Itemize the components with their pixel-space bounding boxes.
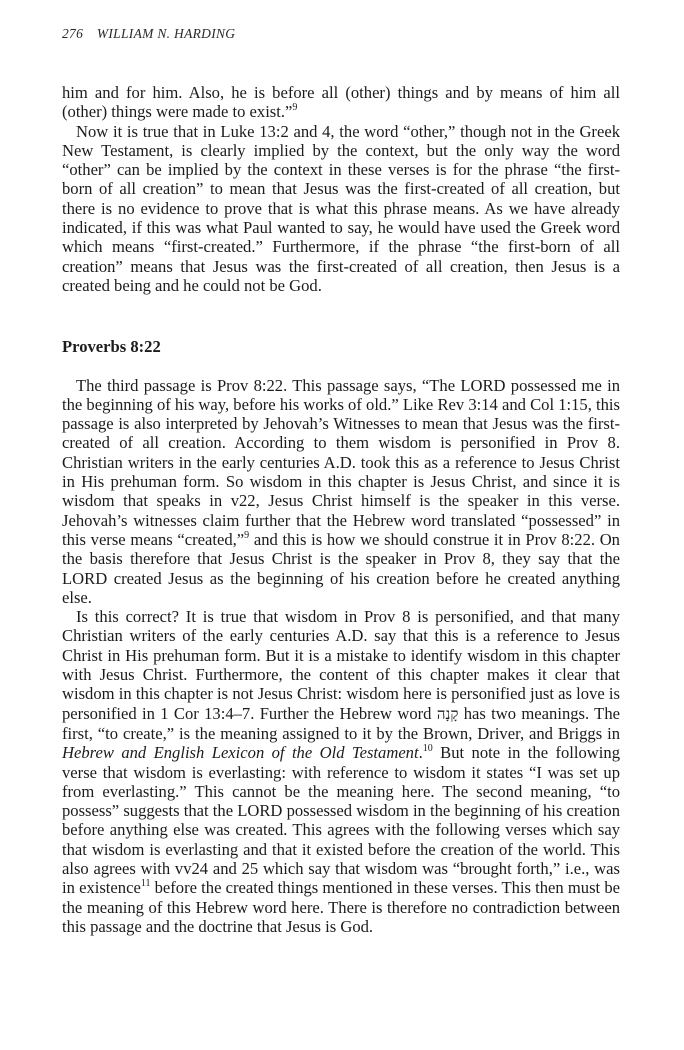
footnote-marker: 10	[422, 743, 433, 755]
paragraph-4: Is this correct? It is true that wisdom in Prov 8 is personified, and that many Christian writers of the early centuries A.D. say that this is a reference to Jesus Christ in His prehuman form. But it is a mistake to identify wisdom in this chapter with Jesus Christ. Furthermore, the content of this chapter makes it clear that wisdom in this chapter is not Jesus Christ: wisdom here is personified just as love is personified in 1 Cor 13:4–7. Further the Hebrew word קָנָה has two meanings. The first, “to create,” is the meaning assigned to it by the Brown, Driver, and Briggs in Hebrew and English Lexicon of the Old Testament.$^{10}$ But note in the following verse that wisdom is everlasting: with reference to wisdom it states “I was set up from everlasting.” This cannot be the meaning here. The second meaning, “to possess” suggests that the LORD possessed wisdom in the beginning of his creation before anything else was created. This agrees with the following verses which say that wisdom is everlasting and that it existed before the creation of the world. This also agrees with vv24 and 25 which say that wisdom was “brought forth,” i.e., was in existence$^{11}$ before the created things mentioned in these verses. This then must be the meaning of this Hebrew word here. There is therefore no contradiction between this passage and the doctrine that Jesus is God.	[62, 607, 620, 936]
paragraph-3: The third passage is Prov 8:22. This passage says, “The LORD possessed me in the beginning of his way, before his works of old.” Like Rev 3:14 and Col 1:15, this passage is also interpreted by Jehovah’s Witnesses to mean that Jesus was the first-created of all creation. According to them wisdom is personified in Prov 8. Christian writers in the early centuries A.D. took this as a reference to Jesus Christ in His prehuman form. So wisdom in this chapter is Jesus Christ, and since it is wisdom that speaks in v22, Jesus Christ himself is the speaker in this verse. Jehovah’s witnesses claim further that the Hebrew word translated “possessed” in this verse means “created,”$^9$ and this is how we should construe it in Prov 8:22. On the basis therefore that Jesus Christ is the speaker in Prov 8, they say that the LORD created Jesus as the beginning of his creation before he created anything else.	[62, 375, 620, 607]
page-number: 276	[62, 26, 84, 41]
hebrew-word: קָנָה	[436, 704, 459, 723]
body-text	[62, 83, 620, 936]
book-title-italic: Hebrew and English Lexicon of the Old Testament	[62, 743, 419, 763]
footnote-marker: 9	[292, 102, 298, 114]
section-heading: Proverbs 8:22	[62, 337, 161, 357]
paragraph-1: him and for him. Also, he is before all (other) things and by means of him all (other) things were made to exist.”$^9$	[62, 83, 620, 122]
paragraph-2: Now it is true that in Luke 13:2 and 4, the word “other,” though not in the Greek New Testament, is clearly implied by the context, but the only way the word “other” can be implied by the context in these verses is for the phrase “the first-born of all creation” to mean that Jesus was the first-created of all creation, but there is no evidence to prove that is what this phrase means. As we have already indicated, if this was what Paul wanted to say, he would have used the Greek word which means “first-created.” Furthermore, if the phrase “the first-born of all creation” means that Jesus was the first-created of all creation, then Jesus is a created being and he could not be God.	[62, 121, 620, 295]
running-head	[62, 26, 235, 42]
footnote-marker: 11	[140, 878, 151, 890]
running-head-author: WILLIAM N. HARDING	[96, 26, 236, 41]
footnote-marker: 9	[244, 529, 250, 541]
